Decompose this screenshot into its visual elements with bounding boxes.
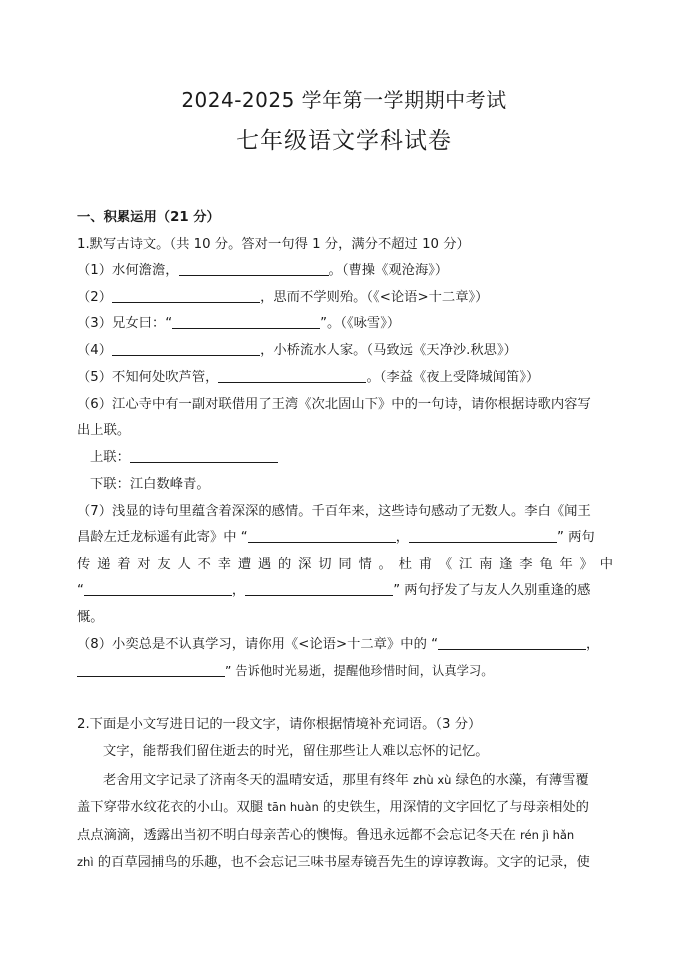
q1-item-7-line4-prefix: “: [77, 583, 84, 598]
q1-item-7-line1: （7）浅显的诗句里蕴含着深深的感情。千百年来，这些诗句感动了无数人。李白《闻王: [77, 504, 591, 519]
q1-item-5-prefix: （5）不知何处吹芦管，: [77, 370, 219, 385]
q2-text: 绿色的水藻，有薄雪覆: [451, 773, 589, 788]
q1-item-1-source: 。（曹操《观沧海》）: [328, 263, 449, 278]
answer-blank-7[interactable]: [248, 528, 396, 543]
answer-blank-2[interactable]: [112, 288, 260, 303]
q1-item-4-prefix: （4）: [77, 343, 113, 358]
q1-item-7-line3: 传递着对友人不幸遭遇的深切同情。杜甫《江南逢李龟年》中: [77, 557, 613, 572]
q1-item-8-line2-text: ” 告诉他时光易逝，提醒他珍惜时间，认真学习。: [225, 664, 494, 678]
exam-title: 2024-2025 学年第一学期期中考试: [181, 88, 507, 112]
q1-item-7-line5: 慨。: [77, 610, 104, 625]
q2-paragraph-2-line1: [103, 770, 589, 791]
q1-item-4: [77, 341, 517, 361]
answer-blank-9[interactable]: [84, 581, 232, 596]
answer-blank-11[interactable]: [438, 635, 586, 650]
q1-item-3: [77, 314, 400, 334]
section-heading: 一、积累运用（21 分）: [77, 210, 220, 225]
q2-text: 的史铁生，用深情的文字回忆了与母亲相处的: [318, 800, 589, 815]
upper-couplet: [90, 448, 278, 468]
q1-item-7-line2-comma: ，: [395, 530, 409, 545]
q2-paragraph-2-line3: [77, 825, 574, 846]
q1-item-6-line1: （6）江心寺中有一副对联借用了王湾《次北固山下》中的一句诗，请你根据诗歌内容写: [77, 397, 591, 412]
q1-item-8-line1-prefix: （8）小奕总是不认真学习，请你用《<论语>十二章》中的 “: [77, 637, 438, 652]
q2-text: 点点滴滴，透露出当初不明白母亲苦心的懊悔。鲁迅永远都不会忘记冬天在: [77, 828, 521, 843]
q1-item-3-prefix: （3）兄女曰：“: [77, 316, 173, 331]
pinyin-tanhuan: tān huàn: [267, 800, 319, 814]
lower-couplet: 下联：江白数峰青。: [90, 477, 210, 492]
q1-item-7-line4: [77, 581, 590, 601]
answer-blank-10[interactable]: [245, 581, 393, 596]
paper-subtitle: 七年级语文学科试卷: [236, 128, 452, 154]
q2-paragraph-2-line4: [77, 852, 590, 873]
q1-item-7-line2-suffix: ” 两句: [556, 530, 595, 545]
q1-item-5: [77, 368, 539, 388]
q1-item-2: [77, 288, 488, 308]
upper-couplet-label: 上联：: [90, 450, 130, 465]
answer-blank-1[interactable]: [179, 261, 329, 276]
q2-text: 的百草园捕鸟的乐趣，也不会忘记三味书屋寿镜吾先生的谆谆教诲。文字的记录，使: [93, 855, 590, 870]
q1-item-5-source: 。（李益《夜上受降城闻笛》）: [366, 370, 540, 385]
q1-item-1: [77, 261, 448, 281]
q1-item-8-line1-comma: ，: [585, 637, 600, 652]
q1-item-7-line2-prefix: 昌龄左迁龙标遥有此寄》中 “: [77, 530, 248, 545]
q1-item-8-line1: [77, 635, 599, 655]
q1-item-7-line2: [77, 528, 595, 548]
answer-blank-8[interactable]: [409, 528, 557, 543]
q2-stem: 2.下面是小文写进日记的一段文字，请你根据情境补充词语。（3 分）: [77, 717, 482, 732]
q1-item-6-line2: 出上联。: [77, 423, 131, 438]
q1-item-7-line4-suffix: ” 两句抒发了与友人久别重逢的感: [393, 583, 591, 598]
q2-paragraph-1: 文字，能帮我们留住逝去的时光，留住那些让人难以忘怀的记忆。: [103, 744, 489, 759]
answer-blank-4[interactable]: [112, 341, 260, 356]
answer-blank-6[interactable]: [130, 448, 278, 463]
answer-blank-3[interactable]: [172, 314, 320, 329]
q2-text: 老舍用文字记录了济南冬天的温晴安适，那里有终年: [103, 773, 414, 788]
q1-item-1-prefix: （1）水何澹澹，: [77, 263, 179, 278]
pinyin-zhi: zhì: [77, 855, 94, 869]
pinyin-zhuxu: zhù xù: [413, 773, 452, 787]
answer-blank-12[interactable]: [77, 662, 225, 677]
answer-blank-5[interactable]: [218, 368, 366, 383]
q1-item-2-source: ，思而不学则殆。（《<论语>十二章》）: [260, 290, 489, 305]
q2-paragraph-2-line2: [77, 797, 589, 818]
q1-item-8-line2: [77, 661, 494, 682]
q1-item-7-line4-comma: ，: [231, 583, 246, 598]
q1-item-4-source: ，小桥流水人家。（马致远《天净沙.秋思》）: [260, 343, 517, 358]
q2-text: 盖下穿带水纹花衣的小山。双腿: [77, 800, 268, 815]
q1-stem: 1.默写古诗文。（共 10 分。答对一句得 1 分，满分不超过 10 分）: [77, 237, 470, 252]
q1-item-2-prefix: （2）: [77, 290, 113, 305]
pinyin-renjihan: rén jì hǎn: [520, 828, 575, 842]
q1-item-3-source: ”。（《咏雪》）: [320, 316, 401, 331]
